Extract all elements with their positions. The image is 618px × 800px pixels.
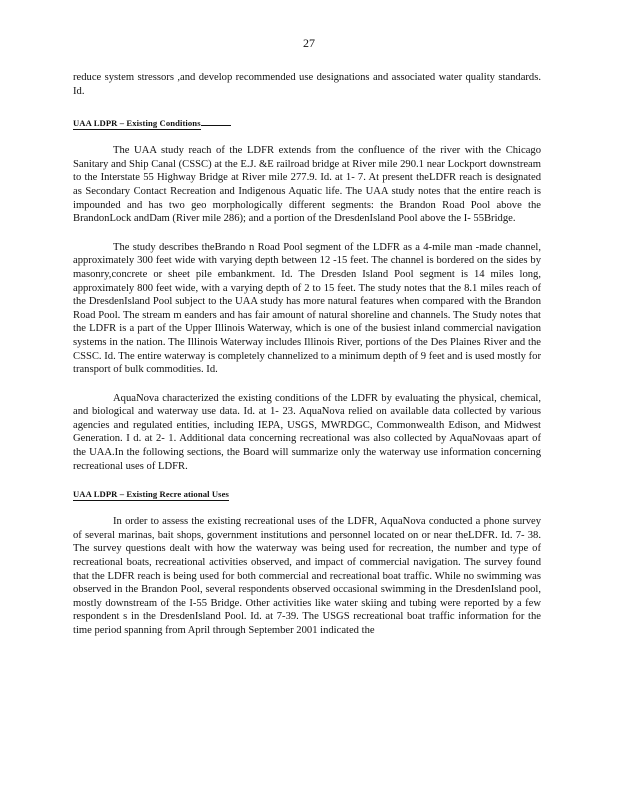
page-body — [73, 71, 541, 638]
heading-underline — [201, 124, 231, 126]
section-heading-recreational-uses — [73, 489, 541, 499]
spacer — [73, 128, 541, 144]
spacer — [73, 499, 541, 515]
spacer — [73, 377, 541, 392]
paragraph-study-reach: The UAA study reach of the LDFR extends from the confluence of the river with the Chicago Sanitary and Ship Canal (CSSC) at the E.J. &E railroad bridge at River mile 290.1 near Lockport downstream to the Interstate 55 Highway Bridge at River mile 277.9. Id. at 1- 7. At present theLDFR reach is designated as Secondary Contact Recreation and Indigenous Aquatic life. The UAA study notes that the entire reach is impounded and has two geo morphologically different segments: the Brandon Road Pool above the BrandonLock andDam (River mile 286); and a portion of the DresdenIsland Pool above the I- 55Bridge. — [73, 145, 541, 225]
section-heading-text: UAA LDPR – Existing Conditions — [73, 118, 201, 129]
paragraph-recreational-survey: In order to assess the existing recreational uses of the LDFR, AquaNova conducted a phone survey of several marinas, bait shops, government institutions and personnel located on or near theLDFR. Id. 7- 38. The survey questions dealt with how the waterway was being used for recreation, the number and type of recreational boats, recreational activities observed, and impact of commercial navigation. The survey found that the LDFR reach is being used for both commercial and recreational boat traffic. While no swimming was observed in the Brandon Pool, several respondents observed occasional swimming in the DresdenIsland pool, mostly downstream of the I-55 Bridge. Other activities like water skiing and tubing were reported by a few respondent s in the DresdenIsland Pool. Id. at 7-39. The USGS recreational boat traffic information for the time period spanning from April through September 2001 indicated the — [73, 516, 541, 636]
section-heading-text: UAA LDPR – Existing Recre ational Uses — [73, 489, 229, 500]
spacer — [73, 226, 541, 241]
paragraph-aquanova-data: AquaNova characterized the existing conditions of the LDFR by evaluating the physical, chemical, and biological and waterway use data. Id. at 1- 23. AquaNova relied on available data collected by various agencies and regulated entities, including IEPA, USGS, MWRDGC, Commonwealth Edison, and Midwest Generation. I d. at 2- 1. Additional data concerning recreational was also collected by AquaNovaas apart of the UAA.In the following sections, the Board will summarize only the waterway use information concerning recreational uses of LDFR. — [73, 392, 541, 472]
paragraph-pool-segments: The study describes theBrando n Road Pool segment of the LDFR as a 4-mile man -made channel, approximately 300 feet wide with varying depth between 12 -15 feet. The channel is bordered on the sides by masonry,concrete or sheet pile embankment. Id. The Dresden Island Pool segment is 14 miles long, approximately 800 feet wide, with a varying depth of 2 to 15 feet. The study notes that the 8.1 miles reach of the DresdenIsland Pool subject to the UAA study has more natural features when compared with the Brandon Road Pool. The stream m eanders and has fair amount of natural shoreline and channels. The Study notes that the LDFR is a part of the Upper Illinois Waterway, which is one of the busiest inland commercial navigation systems in the nation. The Illinois Waterway includes Illinois River, portions of the Des Plaines River and the CSSC. Id. The entire waterway is completely channelized to a minimum depth of 9 feet and is used mostly for transport of bulk commodities. Id. — [73, 241, 541, 376]
section-heading-existing-conditions — [73, 118, 541, 128]
page-number: 27 — [303, 36, 315, 50]
paragraph-continuation: reduce system stressors ,and develop recommended use designations and associated water quality standards. Id. — [73, 72, 541, 97]
